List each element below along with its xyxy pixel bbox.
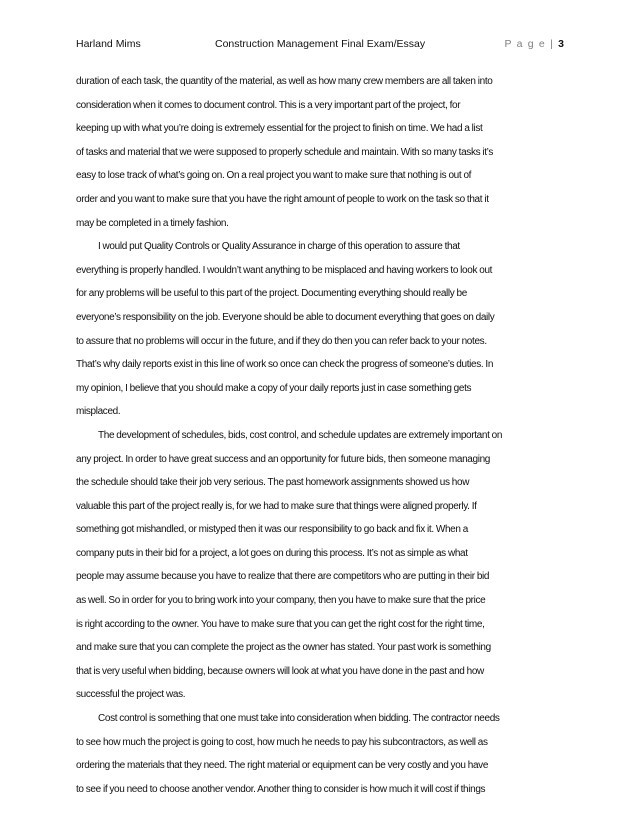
paragraph-line: is right according to the owner. You have to make sure that you can get the right cost for the right time, — [76, 618, 485, 630]
paragraph-line: of tasks and material that we were supposed to properly schedule and maintain. With so many tasks it’s — [76, 146, 494, 158]
paragraph — [76, 70, 566, 235]
paragraph-line: order and you want to make sure that you have the right amount of people to work on the task so that it — [76, 193, 489, 205]
paragraph-line: to assure that no problems will occur in the future, and if they do then you can refer back to your notes. — [76, 335, 487, 347]
paragraph-line: valuable this part of the project really is, for we had to make sure that things were aligned properly. If — [76, 500, 477, 512]
page-header — [76, 38, 564, 54]
paragraph-line: ordering the materials that they need. The right material or equipment can be very costly and you have — [76, 760, 489, 772]
paragraph-line: as well. So in order for you to bring work into your company, then you have to make sure that the price — [76, 595, 486, 607]
paragraph-line: something got mishandled, or mistyped then it was our responsibility to go back and fix it. When a — [76, 524, 468, 536]
paragraph-line: successful the project was. — [76, 689, 186, 701]
paragraph-line: the schedule should take their job very serious. The past homework assignments showed us how — [76, 477, 470, 489]
paragraph-line: to see how much the project is going to cost, how much he needs to pay his subcontractors, as well as — [76, 736, 488, 748]
paragraph-line: I would put Quality Controls or Quality Assurance in charge of this operation to assure that — [98, 241, 460, 253]
paragraph-line: everyone’s responsibility on the job. Everyone should be able to document everything that goes on daily — [76, 311, 495, 323]
header-author: Harland Mims — [76, 38, 141, 50]
paragraph-line: easy to lose track of what’s going on. On a real project you want to make sure that nothing is out of — [76, 170, 472, 182]
paragraph-line: company puts in their bid for a project, a lot goes on during this process. It’s not as simple as what — [76, 547, 468, 559]
header-title: Construction Management Final Exam/Essay — [215, 38, 426, 50]
paragraph-line: people may assume because you have to realize that there are competitors who are putting in their bid — [76, 571, 490, 583]
paragraph-line: everything is properly handled. I wouldn’t want anything to be misplaced and having workers to look out — [76, 264, 493, 276]
paragraph-line: for any problems will be useful to this part of the project. Documenting everything should really be — [76, 288, 467, 300]
paragraph-line: keeping up with what you’re doing is extremely essential for the project to finish on time. We had a list — [76, 123, 483, 135]
header-page-label: P a g e — [504, 38, 546, 50]
paragraph-line: that is very useful when bidding, because owners will look at what you have done in the past and how — [76, 665, 484, 677]
header-page-number: 3 — [558, 38, 564, 50]
paragraph — [76, 424, 566, 707]
paragraph-line: my opinion, I believe that you should make a copy of your daily reports just in case something gets — [76, 382, 472, 394]
paragraph-line: consideration when it comes to document control. This is a very important part of the project, for — [76, 99, 461, 111]
paragraph-line: duration of each task, the quantity of the material, as well as how many crew members are all taken into — [76, 76, 493, 87]
paragraph-line: Cost control is something that one must take into consideration when bidding. The contractor needs — [98, 713, 500, 725]
paragraph-line: misplaced. — [76, 406, 121, 418]
paragraph — [76, 707, 566, 801]
paragraph-line: any project. In order to have great success and an opportunity for future bids, then someone managing — [76, 453, 491, 465]
paragraph-line: The development of schedules, bids, cost control, and schedule updates are extremely important on — [98, 429, 503, 441]
paragraph-line: to see if you need to choose another vendor. Another thing to consider is how much it will cost if things — [76, 783, 486, 795]
paragraph-line: and make sure that you can complete the project as the owner has stated. Your past work is something — [76, 642, 491, 654]
header-separator: | — [550, 38, 555, 50]
paragraph — [76, 235, 566, 424]
header-page-indicator — [504, 38, 564, 50]
document-body — [76, 70, 566, 801]
paragraph-line: may be completed in a timely fashion. — [76, 217, 229, 229]
paragraph-line: That’s why daily reports exist in this line of work so once can check the progress of someone’s duties. In — [76, 359, 494, 371]
